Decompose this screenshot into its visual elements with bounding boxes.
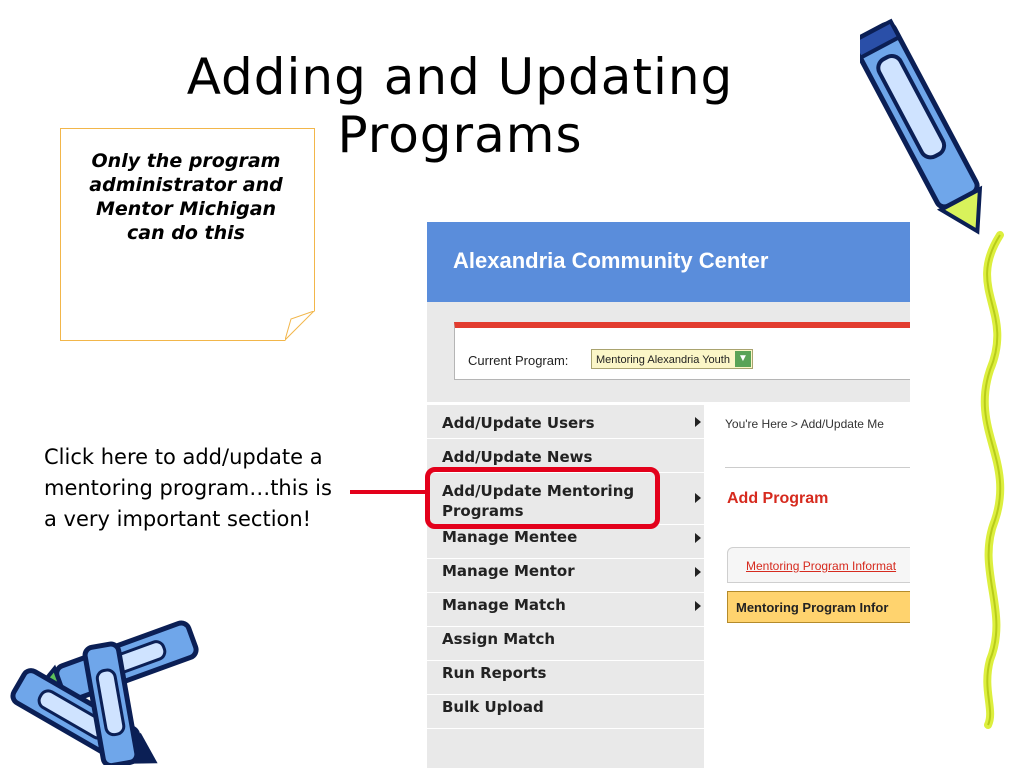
sidebar-item-add-update-users[interactable]	[427, 405, 704, 439]
tab-active-label: Mentoring Program Infor	[736, 600, 889, 615]
chevron-down-icon[interactable]: ▼	[735, 351, 751, 367]
squiggle-decoration-icon	[960, 230, 1020, 730]
org-name: Alexandria Community Center	[453, 248, 769, 273]
current-program-label: Current Program:	[468, 353, 569, 368]
program-bar	[427, 302, 910, 402]
highlight-box	[425, 467, 660, 529]
tab-mentoring-program-info-active[interactable]	[727, 591, 910, 623]
sidebar-item-run-reports[interactable]	[427, 661, 704, 695]
sidebar-item-manage-mentor[interactable]	[427, 559, 704, 593]
sidebar-item-label: Manage Match	[442, 596, 566, 614]
tab-mentoring-program-info-link[interactable]: Mentoring Program Informat	[746, 559, 897, 573]
page-title: Add Program	[727, 490, 829, 507]
callout-connector-line	[350, 490, 428, 494]
sidebar-item-bulk-upload[interactable]	[427, 695, 704, 729]
crayon-top-right-icon	[860, 5, 1020, 245]
sidebar-item-label: Bulk Upload	[442, 698, 544, 716]
submenu-arrow-icon	[695, 533, 701, 543]
sidebar-item-label: Run Reports	[442, 664, 547, 682]
sidebar-item-assign-match[interactable]	[427, 627, 704, 661]
page-fold-icon	[285, 311, 315, 341]
sidebar-item-label: Manage Mentor	[442, 562, 575, 580]
sidebar-item-label: Add/Update Mentoring Programs	[442, 482, 635, 520]
sidebar-item-label: Add/Update Users	[442, 414, 595, 432]
program-panel	[454, 322, 910, 380]
current-program-value: Mentoring Alexandria Youth	[596, 354, 730, 366]
app-header	[427, 222, 910, 302]
note-text: Only the program administrator and Mentor Michigan can do this	[89, 150, 283, 244]
divider	[725, 467, 910, 468]
sidebar-item-manage-mentee[interactable]	[427, 525, 704, 559]
submenu-arrow-icon	[695, 417, 701, 427]
submenu-arrow-icon	[695, 493, 701, 503]
submenu-arrow-icon	[695, 567, 701, 577]
sticky-note	[60, 128, 315, 341]
sidebar-item-label: Manage Mentee	[442, 528, 578, 546]
sidebar-item-label: Add/Update News	[442, 448, 593, 466]
current-program-select[interactable]	[591, 349, 753, 369]
sidebar-item-label: Assign Match	[442, 630, 556, 648]
tab-container	[727, 547, 910, 583]
callout-text: Click here to add/update a mentoring program…this is a very important section!	[44, 445, 332, 531]
breadcrumb[interactable]: You're Here > Add/Update Me	[725, 417, 884, 431]
submenu-arrow-icon	[695, 601, 701, 611]
slide-title-line1: Adding and Updating	[186, 48, 734, 106]
sidebar-nav	[427, 405, 704, 768]
crayons-bottom-left-icon	[0, 615, 210, 765]
sidebar-item-manage-match[interactable]	[427, 593, 704, 627]
slide-title-line2: Programs	[337, 106, 583, 164]
